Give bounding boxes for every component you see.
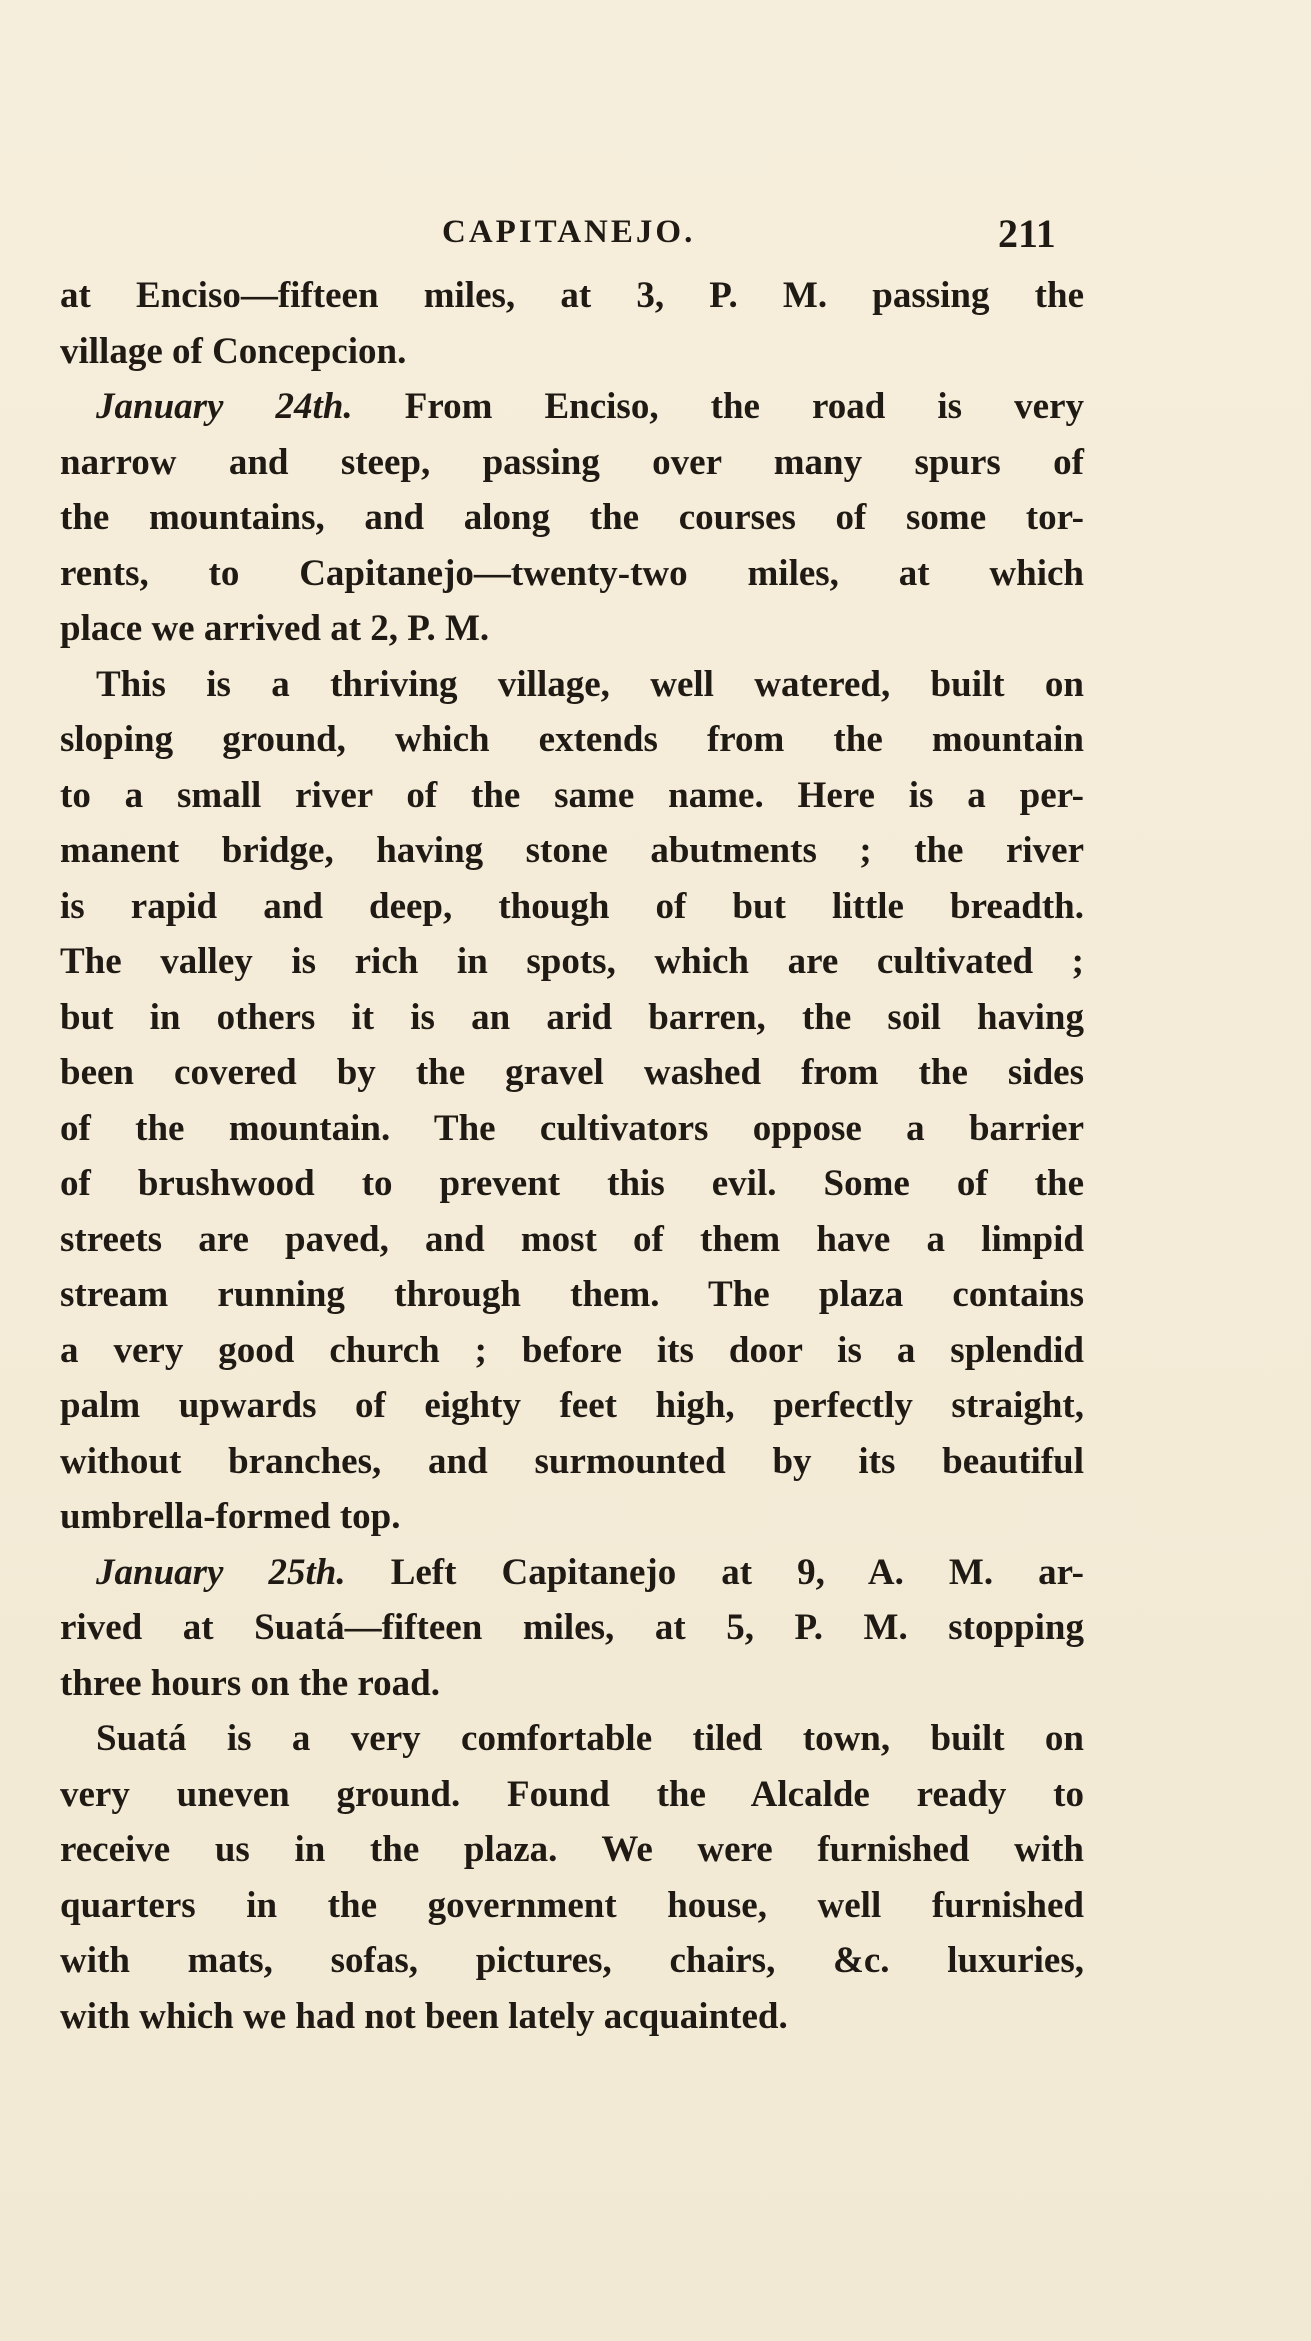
line-text: of brushwood to prevent this evil. Some of the (60, 1163, 1084, 1204)
line-text: with which we had not been lately acquainted. (60, 1995, 788, 2037)
line-text: quarters in the government house, well furnished (60, 1884, 1084, 1926)
text-line (60, 601, 1084, 657)
text-line (60, 1267, 1084, 1323)
page-number: 211 (998, 211, 1056, 256)
text-line (60, 379, 1084, 435)
text-line (60, 879, 1084, 935)
text-line (60, 1600, 1084, 1656)
text-line (60, 934, 1084, 990)
line-text: is rapid and deep, though of but little breadth. (60, 885, 1084, 927)
line-text: very uneven ground. Found the Alcalde ready to (60, 1773, 1084, 1815)
text-line (60, 546, 1084, 602)
text-line (60, 1878, 1084, 1934)
line-text: three hours on the road. (60, 1662, 440, 1704)
text-line (60, 324, 1084, 380)
text-line (60, 435, 1084, 491)
text-line (60, 1045, 1084, 1101)
text-line (60, 268, 1084, 324)
text-line (60, 1434, 1084, 1490)
line-text: sloping ground, which extends from the mountain (60, 719, 1084, 760)
text-line (60, 1323, 1084, 1379)
text-line (60, 990, 1084, 1046)
line-text: the mountains, and along the courses of some tor- (60, 497, 1084, 538)
line-text: manent bridge, having stone abutments ; the river (60, 830, 1084, 871)
text-line (60, 1711, 1084, 1767)
line-text: This is a thriving village, well watered, built on (96, 663, 1084, 705)
line-text: with mats, sofas, pictures, chairs, &c. luxuries, (60, 1940, 1084, 1981)
text-line (60, 1822, 1084, 1878)
text-line (60, 1767, 1084, 1823)
body-text (60, 268, 1084, 2044)
line-text: stream running through them. The plaza contains (60, 1274, 1084, 1315)
text-line (60, 1989, 1084, 2045)
text-line (60, 1212, 1084, 1268)
text-line (60, 1489, 1084, 1545)
line-text: place we arrived at 2, P. M. (60, 608, 490, 649)
line-text: but in others it is an arid barren, the soil having (60, 996, 1084, 1038)
line-text: narrow and steep, passing over many spurs of (60, 441, 1084, 483)
line-text: without branches, and surmounted by its beautiful (60, 1440, 1084, 1482)
line-text: From Enciso, the road is very (352, 386, 1084, 427)
date-heading: January 24th. (96, 386, 353, 427)
line-text: Left Capitanejo at 9, A. M. ar- (345, 1551, 1084, 1593)
text-line (60, 1156, 1084, 1212)
line-text: to a small river of the same name. Here is a per- (60, 774, 1084, 816)
line-text: at Enciso—fifteen miles, at 3, P. M. passing the (60, 275, 1084, 316)
line-text: receive us in the plaza. We were furnished with (60, 1829, 1084, 1870)
page-header (0, 211, 1311, 274)
line-text: been covered by the gravel washed from the sides (60, 1052, 1084, 1093)
text-line (60, 657, 1084, 713)
line-text: of the mountain. The cultivators oppose a barrier (60, 1107, 1084, 1149)
text-line (60, 1101, 1084, 1157)
line-text: rived at Suatá—fifteen miles, at 5, P. M. stopping (60, 1607, 1084, 1648)
date-heading: January 25th. (96, 1551, 346, 1593)
line-text: streets are paved, and most of them have a limpid (60, 1218, 1084, 1260)
text-line (60, 712, 1084, 768)
text-line (60, 1378, 1084, 1434)
line-text: rents, to Capitanejo—twenty-two miles, at which (60, 552, 1084, 594)
line-text: umbrella-formed top. (60, 1496, 401, 1537)
text-line (60, 1933, 1084, 1989)
line-text: Suatá is a very comfortable tiled town, built on (96, 1718, 1084, 1759)
text-line (60, 1545, 1084, 1601)
line-text: a very good church ; before its door is a splendid (60, 1329, 1084, 1371)
text-line (60, 768, 1084, 824)
running-title: CAPITANEJO. (442, 214, 696, 250)
text-line (60, 1656, 1084, 1712)
line-text: The valley is rich in spots, which are cultivated ; (60, 941, 1084, 982)
line-text: palm upwards of eighty feet high, perfectly straight, (60, 1385, 1084, 1426)
line-text: village of Concepcion. (60, 330, 407, 372)
text-line (60, 490, 1084, 546)
text-line (60, 823, 1084, 879)
